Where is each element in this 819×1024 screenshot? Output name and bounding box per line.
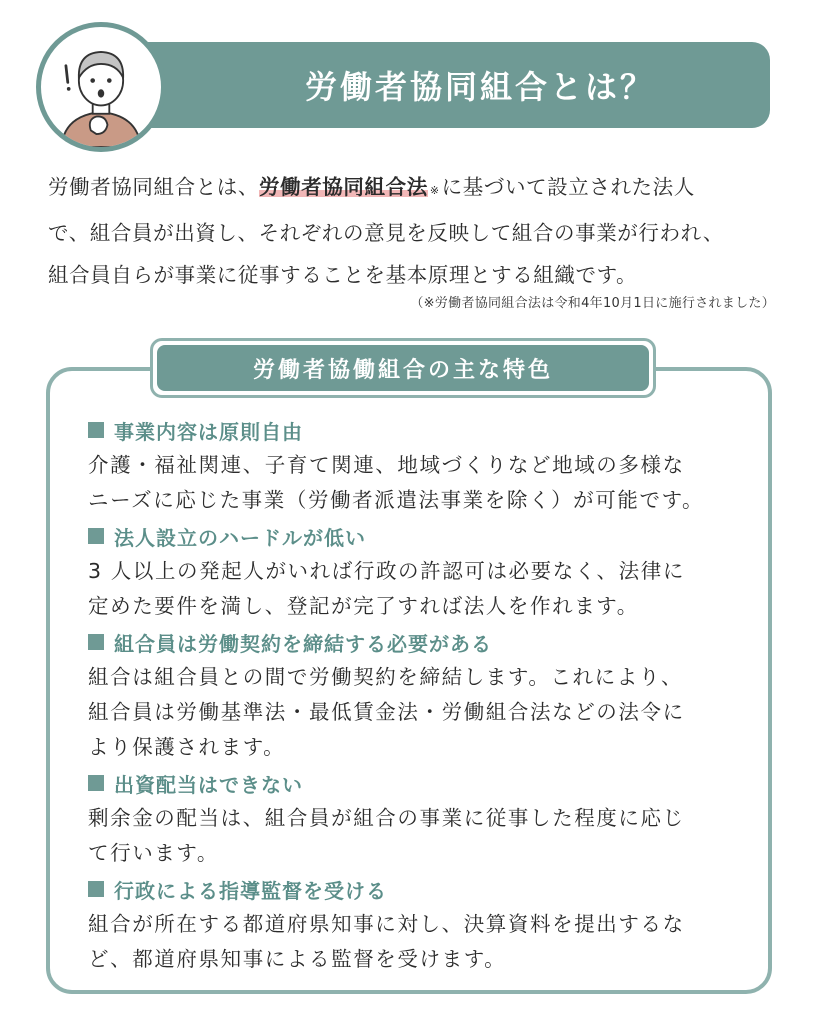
feature-heading-text: 出資配当はできない [114,772,303,797]
feature-heading [88,624,748,660]
feature-heading-text: 行政による指導監督を受ける [114,878,387,903]
feature-body-line: 組合員は労働基準法・最低賃金法・労働組合法などの法令に [88,700,685,724]
feature-heading [88,518,748,554]
intro-line2: で、組合員が出資し、それぞれの意見を反映して組合の事業が行われ、 [48,221,725,245]
features-title-frame [150,338,656,398]
feature-body-line: ど、都道府県知事による監督を受けます。 [88,947,507,971]
feature-body [88,660,748,765]
intro-line3: 組合員自らが事業に従事することを基本原理とする組織です。 [48,263,638,287]
square-bullet-icon [88,422,104,438]
feature-body [88,801,748,871]
feature-body-line: 3 人以上の発起人がいれば行政の許認可は必要なく、法律に [88,559,685,583]
feature-body [88,554,748,624]
intro-paragraph [48,166,778,296]
surprised-person-icon [41,27,161,147]
square-bullet-icon [88,634,104,650]
feature-body [88,448,748,518]
page-title: 労働者協同組合とは？ [304,68,655,106]
feature-heading-text: 事業内容は原則自由 [114,419,303,444]
feature-body-line: て行います。 [88,841,219,865]
feature-heading-text: 法人設立のハードルが低い [114,525,366,550]
feature-body-line: 剰余金の配当は、組合員が組合の事業に従事した程度に応じ [88,806,685,830]
header-banner [120,42,770,128]
feature-item [88,518,748,624]
feature-body-line: 組合は組合員との間で労働契約を締結します。これにより、 [88,665,684,689]
note-mark: ※ [429,184,440,197]
feature-body-line: 介護・福祉関連、子育て関連、地域づくりなど地域の多様な [88,453,685,477]
feature-body-line: 定めた要件を満し、登記が完了すれば法人を作れます。 [88,594,639,618]
square-bullet-icon [88,775,104,791]
intro-line1-end: に基づいて設立された法人 [441,175,695,199]
law-highlight: 労働者協同組合法 [259,175,428,199]
feature-item [88,871,748,977]
feature-heading-text: 組合員は労働契約を締結する必要がある [114,631,492,656]
feature-body [88,907,748,977]
features-list [88,412,748,977]
features-title: 労働者協働組合の主な特色 [157,345,649,391]
footnote: （※労働者協同組合法は令和4年10月1日に施行されました） [410,296,775,311]
feature-body-line: ニーズに応じた事業（労働者派遣法事業を除く）が可能です。 [88,488,705,512]
feature-item [88,624,748,765]
feature-heading [88,412,748,448]
feature-heading [88,871,748,907]
avatar [36,22,166,152]
feature-body-line: 組合が所在する都道府県知事に対し、決算資料を提出するな [88,912,685,936]
intro-line1-start: 労働者協同組合とは、 [48,175,259,199]
feature-item [88,412,748,518]
feature-item [88,765,748,871]
feature-body-line: より保護されます。 [88,735,286,759]
square-bullet-icon [88,881,104,897]
feature-heading [88,765,748,801]
square-bullet-icon [88,528,104,544]
